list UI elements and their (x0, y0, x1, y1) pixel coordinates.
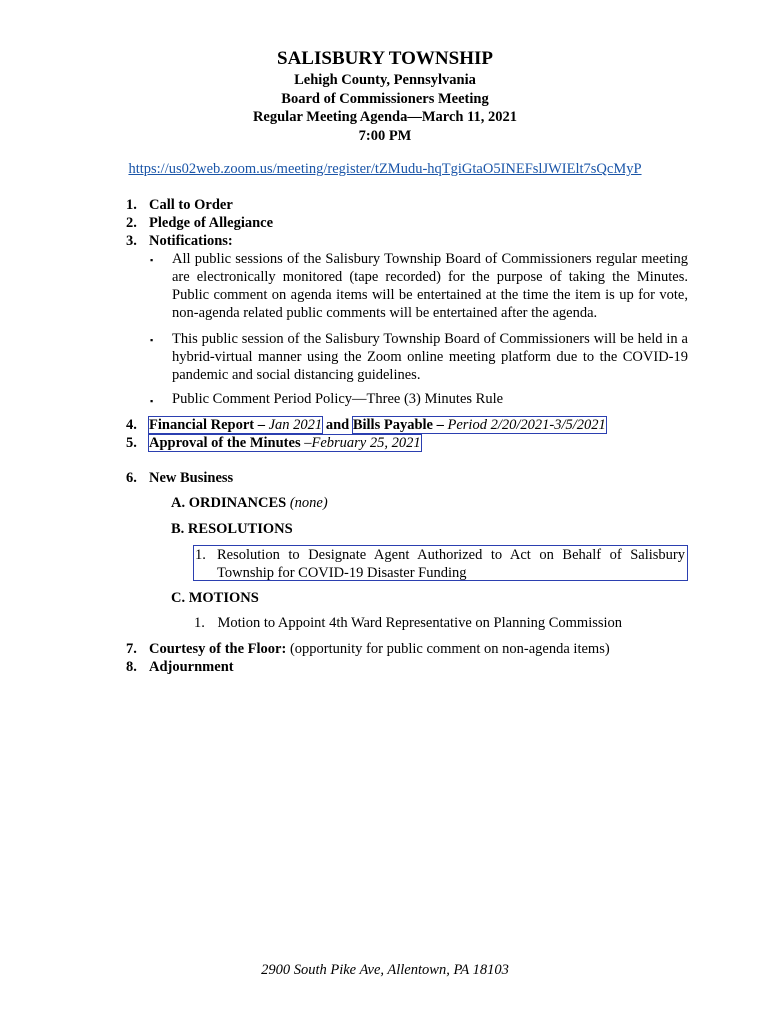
item-number: 5. (126, 435, 137, 451)
motion-text: Motion to Appoint 4th Ward Representative on Planning Commission (217, 615, 623, 631)
motion-item (194, 614, 622, 632)
resolution-text: Resolution to Designate Agent Authorized to Act on Behalf of Salisbury Township for COVID-19 Disaster Funding (217, 547, 685, 581)
notification-bullet-policy: Public Comment Period Policy—Three (3) Minutes Rule (172, 391, 504, 407)
motion-number: 1. (194, 615, 205, 631)
item-label: Pledge of Allegiance (149, 215, 274, 231)
item-label (149, 416, 606, 434)
item-label: New Business (149, 470, 234, 486)
footer-address: 2900 South Pike Ave, Allentown, PA 18103 (261, 962, 509, 978)
township-title: SALISBURY TOWNSHIP (277, 48, 493, 69)
section-motions: C. MOTIONS (171, 590, 259, 606)
agenda-date-line: Regular Meeting Agenda—March 11, 2021 (252, 109, 518, 126)
ordinances-note: (none) (286, 495, 328, 511)
section-resolutions: B. RESOLUTIONS (171, 521, 293, 537)
item-number: 2. (126, 215, 137, 231)
document-header (0, 47, 770, 145)
item-number: 7. (126, 641, 137, 657)
item-label: Courtesy of the Floor: (opportunity for public comment on non-agenda items) (149, 641, 610, 657)
county-line: Lehigh County, Pennsylvania (294, 72, 476, 88)
section-ordinances (171, 494, 328, 512)
meeting-line: Board of Commissioners Meeting (281, 90, 489, 107)
resolution-item-link[interactable] (193, 545, 688, 581)
item-number: 8. (126, 659, 137, 675)
bullet-icon: ▪ (150, 255, 154, 265)
and-text: and (322, 417, 353, 433)
meeting-time: 7:00 PM (358, 127, 412, 144)
financial-report-link[interactable]: Financial Report – Jan 2021 (149, 417, 323, 433)
notification-bullet-recording: All public sessions of the Salisbury Township Board of Commissioners regular meeting are electronically monitored (tape recorded) for the purpose of taking the Minutes. Public comment on agenda items will be entertained at the time the item is up for vote, non-agenda related public comments will be entertained after the agenda. (172, 251, 688, 321)
bullet-icon: ▪ (150, 396, 154, 406)
item-label: Notifications: (149, 233, 233, 249)
ordinances-heading: A. ORDINANCES (171, 495, 287, 511)
item-label: Call to Order (149, 197, 233, 213)
item-number: 1. (126, 197, 137, 213)
notification-bullet-hybrid: This public session of the Salisbury Township Board of Commissioners will be held in a hybrid-virtual manner using the Zoom online meeting platform due to the COVID-19 pandemic and social distancing guidelines. (172, 331, 688, 383)
item-number: 4. (126, 417, 137, 433)
bills-payable-link[interactable]: Bills Payable – Period 2/20/2021-3/5/2021 (352, 417, 606, 433)
item-label: Adjournment (149, 659, 234, 675)
approval-minutes-link[interactable]: Approval of the Minutes –February 25, 2021 (149, 435, 421, 451)
zoom-registration-link[interactable]: https://us02web.zoom.us/meeting/register/tZMudu-hqTgiGtaO5INEFslJWIElt7sQcMyP (128, 161, 642, 177)
resolution-number: 1. (195, 547, 206, 563)
bullet-icon: ▪ (150, 335, 154, 345)
item-number: 6. (126, 470, 137, 486)
item-label (149, 434, 421, 452)
item-number: 3. (126, 233, 137, 249)
